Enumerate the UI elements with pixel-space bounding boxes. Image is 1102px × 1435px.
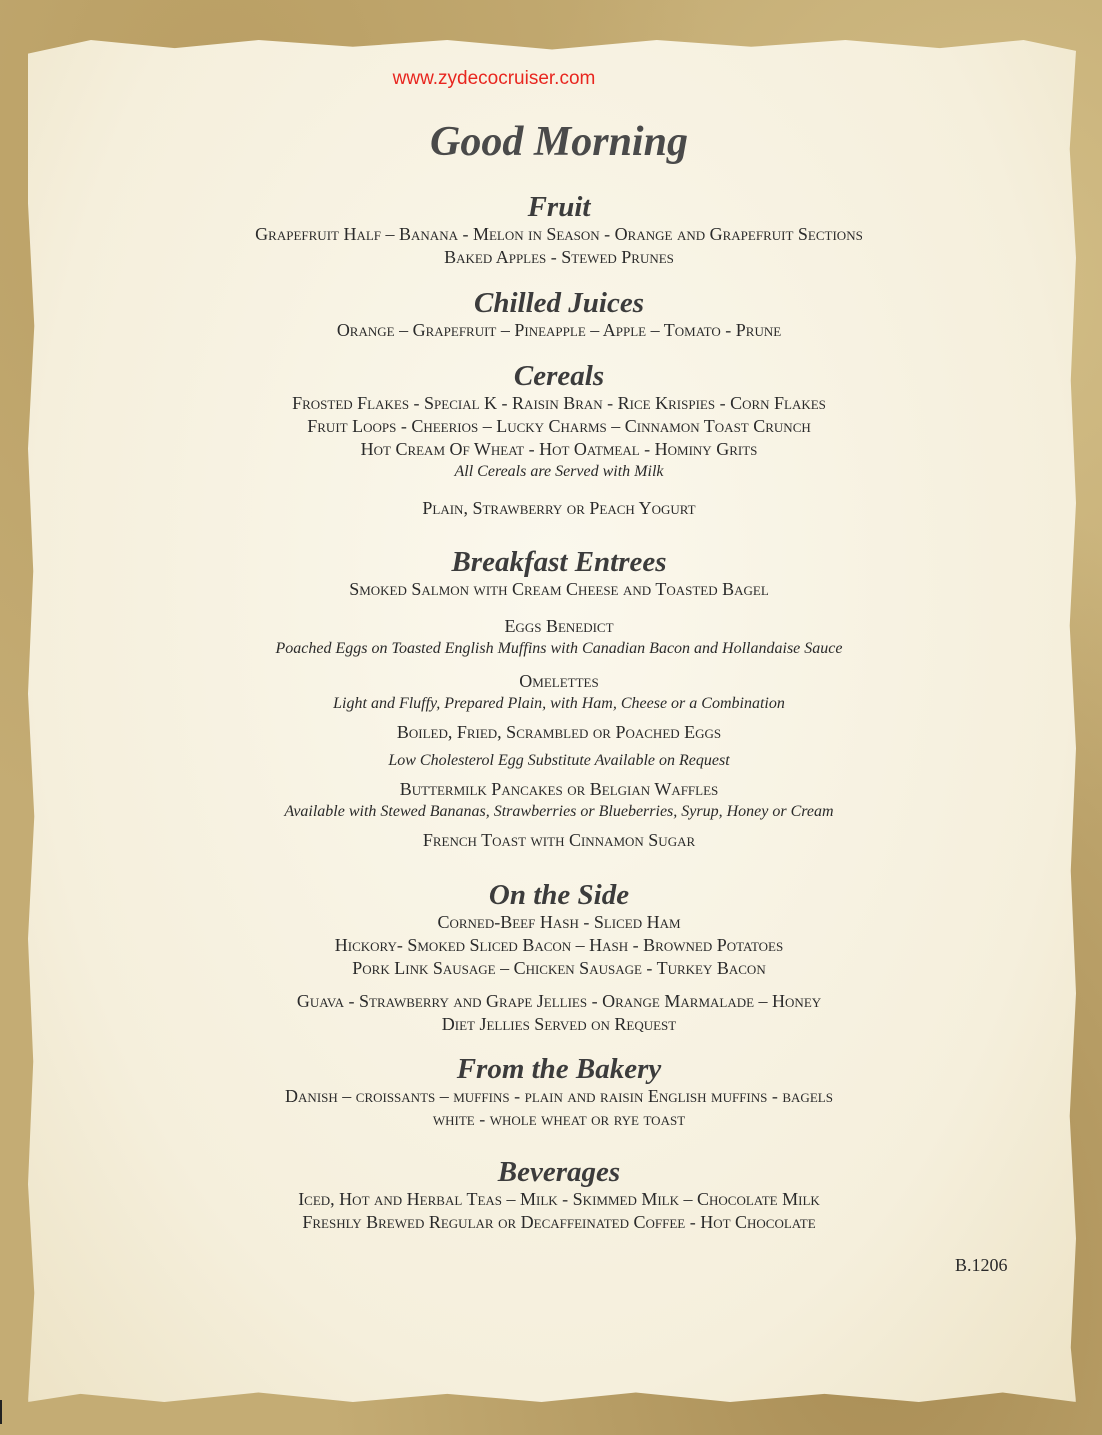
menu-line: Freshly Brewed Regular or Decaffeinated Coffee - Hot Chocolate [302,1212,816,1232]
menu-line: Hickory- Smoked Sliced Bacon – Hash - Browned Potatoes [334,935,784,955]
menu-item-desc: Low Cholesterol Egg Substitute Available on Request [388,752,730,769]
menu-line: Baked Apples - Stewed Prunes [444,247,674,267]
menu-item: Omelettes [519,671,599,691]
section-cereals [0,360,1102,520]
menu-note: All Cereals are Served with Milk [454,463,664,480]
menu-item: Eggs Benedict [504,616,614,636]
menu-line: Diet Jellies Served on Request [441,1014,677,1034]
menu-item-desc: Poached Eggs on Toasted English Muffins with Canadian Bacon and Hollandaise Sauce [275,640,843,657]
page-title: Good Morning [430,119,688,165]
menu-line: Iced, Hot and Herbal Teas – Milk - Skimmed Milk – Chocolate Milk [298,1189,820,1209]
section-fruit [0,191,1102,269]
menu-line: Danish – croissants – muffins - plain and raisin English muffins - bagels [285,1086,833,1106]
menu-item-desc: Light and Fluffy, Prepared Plain, with Ham, Cheese or a Combination [333,695,785,712]
section-bakery [0,1053,1102,1131]
section-heading: Breakfast Entrees [451,546,667,578]
section-side [0,879,1102,1036]
menu-line: Frosted Flakes - Special K - Raisin Bran - Rice Krispies - Corn Flakes [292,393,826,413]
menu-item: Boiled, Fried, Scrambled or Poached Eggs [396,722,722,742]
section-heading: From the Bakery [456,1053,662,1085]
menu-line: Plain, Strawberry or Peach Yogurt [422,498,696,518]
menu-line: Orange – Grapefruit – Pineapple – Apple – Tomato - Prune [336,320,782,340]
section-beverages [0,1156,1102,1234]
section-heading: Chilled Juices [474,287,644,319]
section-heading: Beverages [497,1156,621,1188]
menu-line: Fruit Loops - Cheerios – Lucky Charms – Cinnamon Toast Crunch [307,416,811,436]
section-heading: Fruit [527,191,591,223]
menu-line: Pork Link Sausage – Chicken Sausage - Turkey Bacon [352,958,766,978]
menu-line: white - whole wheat or rye toast [432,1109,686,1129]
section-entrees [0,546,1102,852]
menu-item-desc: Available with Stewed Bananas, Strawberries or Blueberries, Syrup, Honey or Cream [284,803,834,820]
website-url[interactable]: www.zydecocruiser.com [392,68,596,89]
section-heading: On the Side [488,879,630,911]
menu-line: Guava - Strawberry and Grape Jellies - Orange Marmalade – Honey [296,991,822,1011]
menu-line: Corned-Beef Hash - Sliced Ham [437,912,681,932]
menu-code: B.1206 [955,1255,1008,1275]
section-juices [0,287,1102,342]
menu-line: Grapefruit Half – Banana - Melon in Season - Orange and Grapefruit Sections [255,224,863,244]
menu-line: Hot Cream Of Wheat - Hot Oatmeal - Hominy Grits [360,439,758,459]
menu-item: Buttermilk Pancakes or Belgian Waffles [399,779,719,799]
menu-line: Smoked Salmon with Cream Cheese and Toasted Bagel [349,579,769,599]
menu-item: French Toast with Cinnamon Sugar [422,830,696,850]
section-heading: Cereals [513,360,605,392]
